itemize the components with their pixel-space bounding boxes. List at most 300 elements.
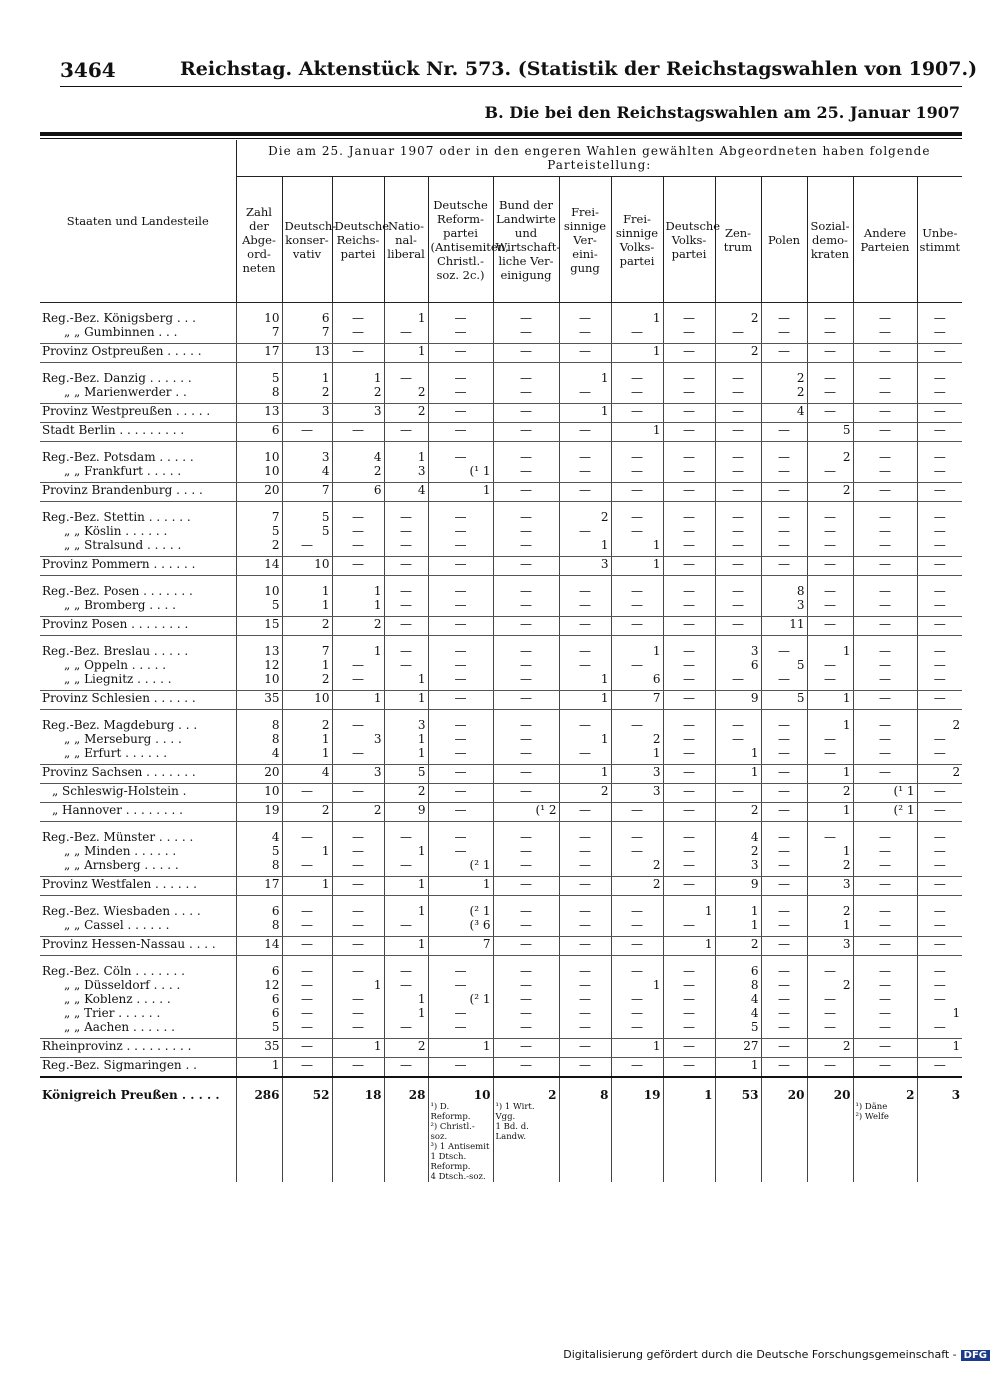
table-cell: — <box>493 877 559 896</box>
table-cell: — <box>611 442 663 465</box>
table-cell: — <box>715 576 761 599</box>
page-header <box>60 58 978 82</box>
table-cell: — <box>611 617 663 636</box>
table-cell: — <box>663 672 715 691</box>
table-cell: — <box>428 1006 493 1020</box>
row-label: Reg.-Bez. Breslau . . . . . <box>42 644 189 658</box>
table-cell: — <box>807 524 853 538</box>
table-cell: — <box>332 325 384 344</box>
table-cell: — <box>493 822 559 845</box>
table-cell: 3 <box>611 765 663 784</box>
table-cell: — <box>715 325 761 344</box>
table-cell: 1 <box>559 765 611 784</box>
table-cell: 13 <box>282 344 332 363</box>
table-cell: — <box>559 918 611 937</box>
row-label: Reg.-Bez. Magdeburg . . . <box>42 718 198 732</box>
table-row <box>40 524 962 538</box>
footnote-empty <box>611 1102 663 1182</box>
table-cell: — <box>761 956 807 979</box>
table-cell: — <box>663 524 715 538</box>
table-cell: — <box>384 538 428 557</box>
table-cell: 11 <box>761 617 807 636</box>
table-cell: 1 <box>807 918 853 937</box>
row-label: „ „ Aachen . . . . . . <box>40 1020 236 1039</box>
table-cell: — <box>663 557 715 576</box>
table-cell: 1 <box>384 992 428 1006</box>
table-cell: — <box>663 423 715 442</box>
table-cell: 1 <box>282 877 332 896</box>
row-label: Provinz Hessen-Nassau . . . . <box>40 937 236 956</box>
table-cell: — <box>917 746 962 765</box>
table-cell: — <box>493 404 559 423</box>
table-cell: — <box>384 325 428 344</box>
table-cell: — <box>559 1020 611 1039</box>
table-cell: — <box>663 992 715 1006</box>
table-cell: 1 <box>611 557 663 576</box>
column-header: Sozial-demo-kraten <box>807 177 853 303</box>
table-cell: 8 <box>715 978 761 992</box>
table-cell: 4 <box>236 746 282 765</box>
table-cell: — <box>917 896 962 919</box>
table-cell: — <box>853 918 917 937</box>
table-cell: — <box>917 658 962 672</box>
table-cell: — <box>384 423 428 442</box>
row-label: Provinz Pommern . . . . . . <box>40 557 236 576</box>
table-cell: — <box>428 1058 493 1078</box>
table-cell: — <box>853 636 917 659</box>
page-number: 3464 <box>60 58 116 82</box>
table-cell: — <box>493 746 559 765</box>
table-cell: 1 <box>332 691 384 710</box>
table-cell: 1 <box>384 937 428 956</box>
table-cell: 20 <box>761 1077 807 1102</box>
table-cell: 10 <box>428 1077 493 1102</box>
table-cell: 2 <box>853 1077 917 1102</box>
table-cell: — <box>332 1058 384 1078</box>
table-cell: 1 <box>428 1039 493 1058</box>
table-cell: 4 <box>332 442 384 465</box>
table-cell: 18 <box>332 1077 384 1102</box>
row-label: Rheinprovinz . . . . . . . . . <box>40 1039 236 1058</box>
table-row <box>40 404 962 423</box>
table-cell: — <box>807 746 853 765</box>
table-cell: — <box>384 363 428 386</box>
table-row <box>40 598 962 617</box>
table-cell: 2 <box>715 844 761 858</box>
table-cell: 3 <box>807 937 853 956</box>
table-cell: 5 <box>236 524 282 538</box>
table-cell: — <box>332 672 384 691</box>
table-cell: — <box>282 423 332 442</box>
table-cell: — <box>428 636 493 659</box>
row-label: Stadt Berlin . . . . . . . . . <box>40 423 236 442</box>
table-cell: 8 <box>236 385 282 404</box>
table-cell: — <box>282 1006 332 1020</box>
table-cell: — <box>663 576 715 599</box>
row-label: Provinz Posen . . . . . . . . <box>40 617 236 636</box>
table-cell: — <box>663 784 715 803</box>
table-cell: 1 <box>332 363 384 386</box>
table-cell: — <box>493 464 559 483</box>
table-row <box>40 822 962 845</box>
table-cell: 20 <box>236 765 282 784</box>
table-cell: 1 <box>807 710 853 733</box>
table-cell: — <box>493 691 559 710</box>
table-cell: — <box>493 672 559 691</box>
table-cell: — <box>663 404 715 423</box>
table-cell: — <box>917 598 962 617</box>
table-row <box>40 483 962 502</box>
table-cell: — <box>663 844 715 858</box>
row-label: Provinz Westpreußen . . . . . <box>40 404 236 423</box>
table-cell: 5 <box>236 363 282 386</box>
table-row <box>40 363 962 386</box>
table-cell: — <box>559 877 611 896</box>
column-header: Deutsche Volks-partei <box>663 177 715 303</box>
table-cell: 14 <box>236 937 282 956</box>
table-cell: 5 <box>282 502 332 525</box>
row-label: Provinz Schlesien . . . . . . <box>40 691 236 710</box>
row-label: „ „ Stralsund . . . . . <box>40 538 236 557</box>
table-cell: 5 <box>761 658 807 672</box>
table-cell: 2 <box>493 1077 559 1102</box>
table-cell: — <box>853 363 917 386</box>
table-cell: — <box>332 784 384 803</box>
table-cell: — <box>611 1058 663 1078</box>
table-cell: — <box>332 710 384 733</box>
table-cell: — <box>384 858 428 877</box>
table-cell: 2 <box>807 784 853 803</box>
footnote-bund: ¹) 1 Wirt. Vgg. 1 Bd. d. Landw. <box>493 1102 559 1182</box>
table-cell: 52 <box>282 1077 332 1102</box>
table-cell: — <box>559 483 611 502</box>
table-cell: — <box>715 732 761 746</box>
row-label: Reg.-Bez. Danzig . . . . . . <box>42 371 192 385</box>
row-label: „ „ Koblenz . . . . . <box>64 992 171 1006</box>
table-cell: — <box>493 937 559 956</box>
table-cell: — <box>853 844 917 858</box>
table-cell: 9 <box>384 803 428 822</box>
table-row <box>40 636 962 659</box>
table-cell: — <box>384 576 428 599</box>
table-cell: — <box>715 524 761 538</box>
table-cell: 1 <box>282 732 332 746</box>
footnote-empty <box>282 1102 332 1182</box>
thick-rule <box>40 132 962 136</box>
table-cell: — <box>761 483 807 502</box>
table-row <box>40 385 962 404</box>
table-cell: — <box>663 765 715 784</box>
table-cell: 10 <box>236 442 282 465</box>
table-cell: — <box>428 672 493 691</box>
table-row <box>40 1020 962 1039</box>
table-cell: — <box>917 784 962 803</box>
table-cell: — <box>611 896 663 919</box>
table-cell: — <box>853 822 917 845</box>
table-cell: 3 <box>917 1077 962 1102</box>
table-cell: — <box>428 502 493 525</box>
table-cell: — <box>493 918 559 937</box>
column-header: Zen-trum <box>715 177 761 303</box>
table-cell: 1 <box>428 877 493 896</box>
table-cell: — <box>559 803 611 822</box>
table-cell: — <box>428 576 493 599</box>
table-cell: 2 <box>611 877 663 896</box>
table-cell: (¹ 1 <box>853 784 917 803</box>
table-cell: 4 <box>715 992 761 1006</box>
table-cell: — <box>853 877 917 896</box>
row-label: „ „ Arnsberg . . . . . <box>40 858 236 877</box>
table-cell: — <box>917 524 962 538</box>
table-cell: — <box>917 617 962 636</box>
table-cell: — <box>917 844 962 858</box>
table-cell: 1 <box>384 691 428 710</box>
table-cell: — <box>715 423 761 442</box>
table-cell: 1 <box>715 918 761 937</box>
table-cell: — <box>663 822 715 845</box>
table-cell: 8 <box>559 1077 611 1102</box>
row-label: Reg.-Bez. Potsdam . . . . . <box>42 450 194 464</box>
table-cell: — <box>807 598 853 617</box>
table-cell: 2 <box>282 803 332 822</box>
table-cell: — <box>428 617 493 636</box>
table-cell: — <box>332 524 384 538</box>
table-cell: — <box>332 937 384 956</box>
table-cell: — <box>917 636 962 659</box>
table-cell: — <box>715 483 761 502</box>
table-cell: — <box>917 344 962 363</box>
table-cell: 10 <box>236 576 282 599</box>
row-label: „ „ Oppeln . . . . . <box>64 658 167 672</box>
table-cell: — <box>807 1058 853 1078</box>
table-cell: — <box>715 502 761 525</box>
table-cell: — <box>853 538 917 557</box>
table-cell: — <box>559 937 611 956</box>
table-row <box>40 538 962 557</box>
table-cell: — <box>663 344 715 363</box>
table-cell: — <box>853 1006 917 1020</box>
table-cell: — <box>332 502 384 525</box>
table-cell: 1 <box>384 672 428 691</box>
table-cell: 1 <box>715 896 761 919</box>
table-cell: 4 <box>715 1006 761 1020</box>
table-cell: 1 <box>384 442 428 465</box>
table-cell: 2 <box>611 732 663 746</box>
table-cell: — <box>493 1020 559 1039</box>
table-cell: 3 <box>332 404 384 423</box>
table-cell: — <box>332 992 384 1006</box>
table-cell: 1 <box>807 803 853 822</box>
column-header: Bund der Landwirte und Wirtschaft-liche Ver-einigung <box>493 177 559 303</box>
table-cell: — <box>384 658 428 672</box>
table-cell: — <box>761 746 807 765</box>
footnote-reform: ¹) D. Reformp. ²) Christl.-soz. ³) 1 Antisemit 1 Dtsch. Reformp. 4 Dtsch.-soz. <box>428 1102 493 1182</box>
table-cell: 1 <box>332 636 384 659</box>
table-cell: — <box>428 404 493 423</box>
table-cell: — <box>559 385 611 404</box>
table-cell: — <box>663 598 715 617</box>
table-cell: — <box>715 538 761 557</box>
table-cell: — <box>493 710 559 733</box>
table-cell: 5 <box>715 1020 761 1039</box>
table-cell: — <box>917 732 962 746</box>
table-cell: — <box>853 1020 917 1039</box>
table-cell: — <box>917 502 962 525</box>
thin-rule <box>40 138 962 139</box>
row-label: „ „ Frankfurt . . . . . <box>40 464 236 483</box>
table-cell: 1 <box>715 1058 761 1078</box>
table-cell: — <box>493 344 559 363</box>
table-cell: — <box>761 1020 807 1039</box>
table-cell: 17 <box>236 877 282 896</box>
table-cell: — <box>493 363 559 386</box>
table-cell: — <box>663 956 715 979</box>
table-cell: 2 <box>715 937 761 956</box>
table-row <box>40 344 962 363</box>
column-header: Polen <box>761 177 807 303</box>
table-cell: 2 <box>384 784 428 803</box>
table-cell: — <box>917 822 962 845</box>
table-cell: — <box>853 325 917 344</box>
table-cell: 1 <box>384 1006 428 1020</box>
table-cell: — <box>559 858 611 877</box>
table-cell: — <box>917 483 962 502</box>
table-cell: — <box>611 325 663 344</box>
table-cell: 2 <box>282 385 332 404</box>
table-cell: — <box>761 822 807 845</box>
table-cell: — <box>663 858 715 877</box>
election-results-table <box>40 140 962 1182</box>
table-cell: — <box>332 877 384 896</box>
table-cell: — <box>917 937 962 956</box>
row-label: „ „ Merseburg . . . . <box>64 732 182 746</box>
table-cell: 1 <box>384 877 428 896</box>
table-cell: — <box>663 502 715 525</box>
table-cell: — <box>428 557 493 576</box>
row-label: „ „ Düsseldorf . . . . <box>64 978 181 992</box>
table-cell: — <box>807 617 853 636</box>
table-cell: 7 <box>282 325 332 344</box>
table-cell: 1 <box>384 844 428 858</box>
table-cell: — <box>282 956 332 979</box>
table-cell: — <box>493 784 559 803</box>
table-cell: — <box>428 303 493 326</box>
table-cell: — <box>853 524 917 538</box>
table-cell: 3 <box>761 598 807 617</box>
table-cell: — <box>611 464 663 483</box>
table-cell: — <box>559 524 611 538</box>
table-cell: 8 <box>236 732 282 746</box>
table-cell: 1 <box>715 765 761 784</box>
table-cell: — <box>282 992 332 1006</box>
table-cell: 2 <box>715 303 761 326</box>
table-cell: 6 <box>236 956 282 979</box>
table-cell: (² 1 <box>428 896 493 919</box>
table-cell: — <box>384 524 428 538</box>
table-cell: — <box>853 672 917 691</box>
table-row <box>40 672 962 691</box>
table-cell: 7 <box>282 636 332 659</box>
table-cell: — <box>493 524 559 538</box>
table-row <box>40 442 962 465</box>
dfg-logo: DFG <box>961 1350 990 1361</box>
table-cell: 2 <box>236 538 282 557</box>
row-label: „ „ Liegnitz . . . . . <box>40 672 236 691</box>
table-row <box>40 992 962 1006</box>
table-cell: — <box>807 956 853 979</box>
table-cell: — <box>917 1058 962 1078</box>
table-cell: — <box>807 538 853 557</box>
row-label: Reg.-Bez. Wiesbaden . . . . <box>42 904 201 918</box>
table-cell: — <box>807 576 853 599</box>
table-cell: — <box>282 858 332 877</box>
table-cell: — <box>807 1006 853 1020</box>
table-cell: — <box>663 385 715 404</box>
table-cell: 2 <box>611 858 663 877</box>
table-cell: 5 <box>384 765 428 784</box>
table-cell: 2 <box>761 363 807 386</box>
table-cell: — <box>559 464 611 483</box>
table-row <box>40 844 962 858</box>
table-cell: — <box>853 464 917 483</box>
table-cell: — <box>611 918 663 937</box>
table-cell: — <box>853 658 917 672</box>
table-cell: — <box>611 822 663 845</box>
table-cell: 8 <box>761 576 807 599</box>
table-cell: — <box>663 303 715 326</box>
table-cell: — <box>715 363 761 386</box>
table-cell: — <box>282 1058 332 1078</box>
table-cell: — <box>807 404 853 423</box>
table-cell: — <box>282 538 332 557</box>
table-cell: — <box>917 303 962 326</box>
table-row <box>40 502 962 525</box>
table-cell: — <box>715 617 761 636</box>
table-cell: — <box>715 385 761 404</box>
table-cell: 1 <box>807 844 853 858</box>
table-cell: — <box>428 822 493 845</box>
table-cell: — <box>428 658 493 672</box>
table-cell: (² 1 <box>428 992 493 1006</box>
table-cell: — <box>761 858 807 877</box>
table-cell: — <box>332 538 384 557</box>
table-cell: 1 <box>282 363 332 386</box>
table-cell: — <box>853 303 917 326</box>
table-row <box>40 710 962 733</box>
table-cell: — <box>663 617 715 636</box>
table-cell: — <box>559 325 611 344</box>
table-cell: — <box>807 385 853 404</box>
table-cell: — <box>807 658 853 672</box>
table-cell: — <box>493 502 559 525</box>
footnote-andere: ¹) Däne ²) Welfe <box>853 1102 917 1182</box>
table-cell: 286 <box>236 1077 282 1102</box>
table-cell: 15 <box>236 617 282 636</box>
table-row <box>40 691 962 710</box>
table-cell: — <box>663 1039 715 1058</box>
table-cell: — <box>384 502 428 525</box>
table-cell: — <box>663 1058 715 1078</box>
table-cell: — <box>559 617 611 636</box>
table-cell: 53 <box>715 1077 761 1102</box>
table-cell: 3 <box>384 710 428 733</box>
table-cell: — <box>917 672 962 691</box>
table-cell: 3 <box>715 636 761 659</box>
table-cell: — <box>917 557 962 576</box>
table-cell: 10 <box>236 303 282 326</box>
table-cell: — <box>761 877 807 896</box>
table-cell: 1 <box>384 746 428 765</box>
